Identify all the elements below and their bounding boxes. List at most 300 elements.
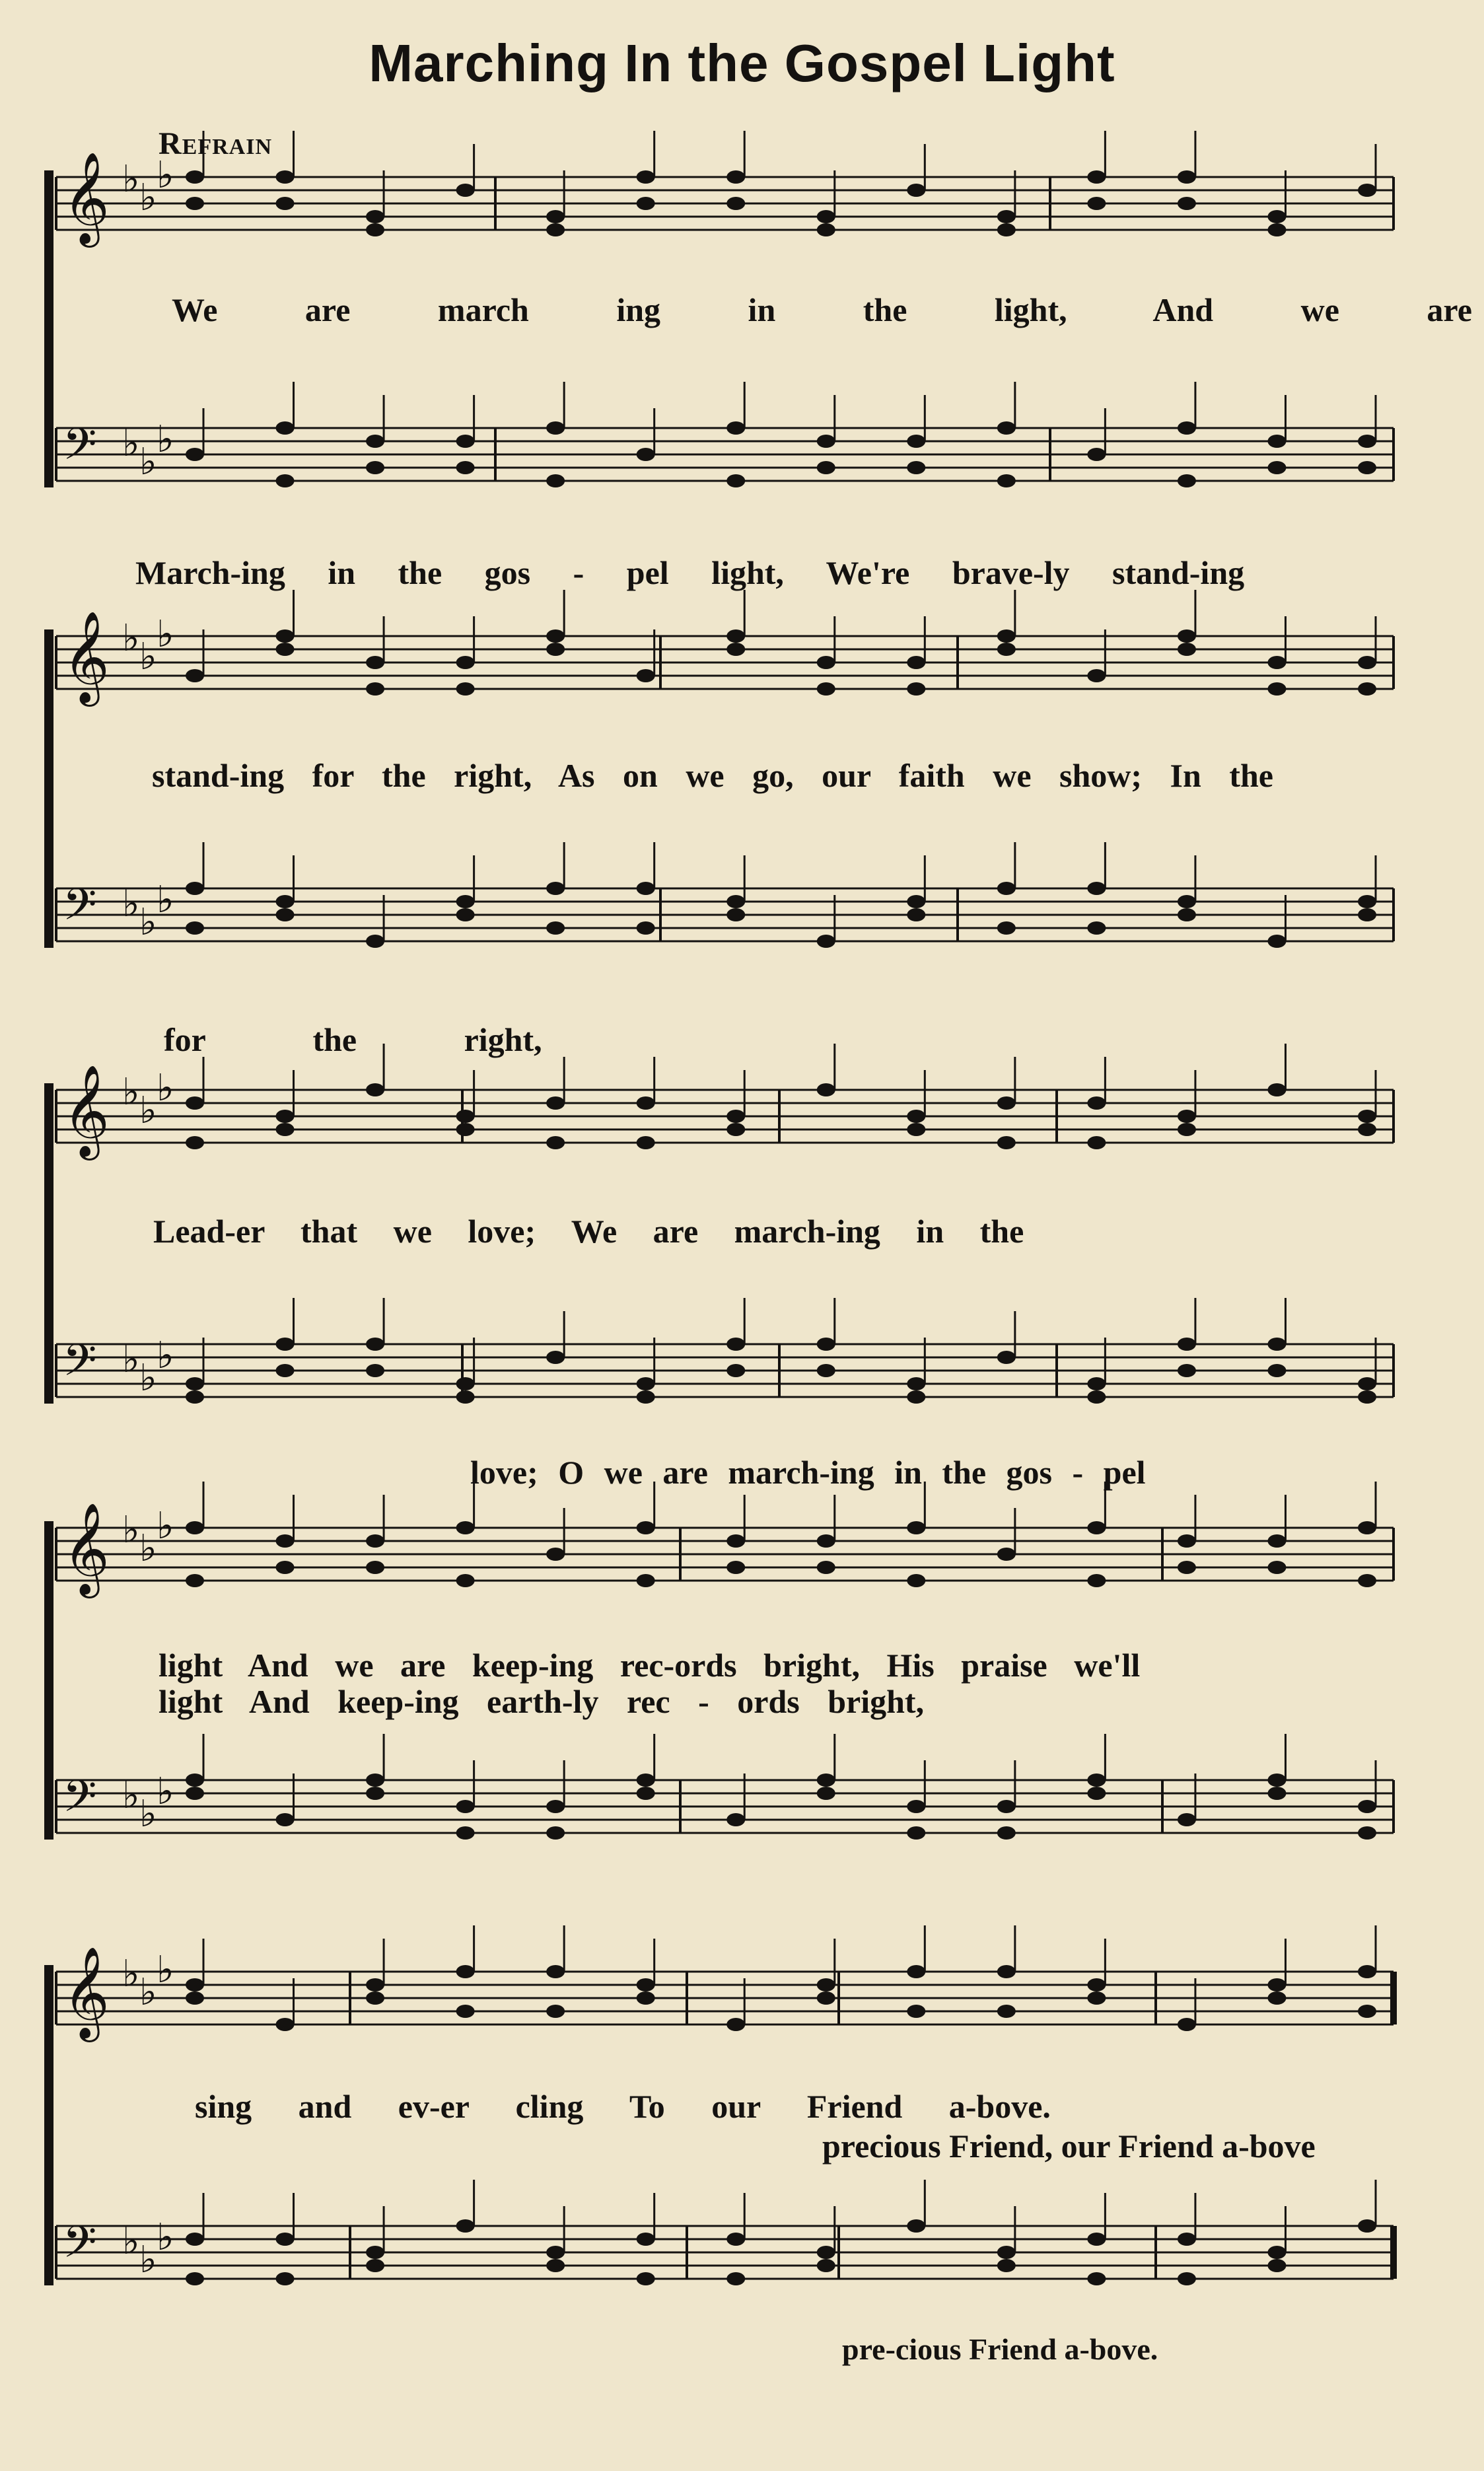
note-head <box>1358 1390 1376 1404</box>
note-head <box>1087 1521 1106 1534</box>
note-head <box>186 1978 204 1991</box>
flat-icon: ♭ <box>157 878 174 921</box>
note-head <box>546 1965 565 1978</box>
note-head <box>456 435 475 448</box>
note-head <box>1358 2005 1376 2018</box>
note-head <box>546 921 565 935</box>
note-head <box>907 1826 925 1840</box>
note-head <box>726 170 745 184</box>
note-head <box>1087 921 1106 935</box>
note-head <box>366 435 384 448</box>
flat-icon: ♭ <box>157 1770 174 1813</box>
note-head <box>1087 1377 1106 1390</box>
note-head <box>186 1136 204 1149</box>
note-head <box>276 895 295 908</box>
flat-icon: ♭ <box>157 613 174 656</box>
refrain-label: Refrain <box>159 126 273 161</box>
note-head <box>1178 908 1196 921</box>
note-head <box>997 1800 1016 1813</box>
note-head <box>907 1110 925 1123</box>
flat-icon: ♭ <box>157 1949 174 1991</box>
note-head <box>1087 1096 1106 1110</box>
note-head <box>637 1574 655 1587</box>
note-head <box>186 197 204 210</box>
note-head <box>637 1096 655 1110</box>
note-head <box>637 882 655 895</box>
note-head <box>1267 682 1286 696</box>
note-head <box>186 1773 204 1787</box>
note-head <box>366 210 384 223</box>
note-head <box>907 895 925 908</box>
note-head <box>1358 1123 1376 1136</box>
note-head <box>276 1561 295 1574</box>
note-head <box>456 1965 475 1978</box>
note-head <box>1267 1773 1286 1787</box>
note-head <box>366 2259 384 2272</box>
note-head <box>817 1338 835 1351</box>
flat-icon: ♭ <box>139 1527 157 1570</box>
note-head <box>276 1813 295 1826</box>
note-head <box>637 1521 655 1534</box>
note-head <box>1267 935 1286 948</box>
flat-icon: ♭ <box>157 154 174 197</box>
note-head <box>456 1521 475 1534</box>
note-head <box>726 474 745 487</box>
note-head <box>1267 1534 1286 1548</box>
note-head <box>276 1534 295 1548</box>
bass-clef-icon: 𝄢 <box>63 1335 97 1396</box>
note-head <box>366 1083 384 1096</box>
flat-icon: ♭ <box>122 1774 140 1817</box>
note-head <box>276 1110 295 1123</box>
note-head <box>456 1110 475 1123</box>
treble-clef-icon: 𝄞 <box>63 152 110 244</box>
flat-icon: ♭ <box>139 176 157 219</box>
note-head <box>997 2259 1016 2272</box>
note-head <box>726 1123 745 1136</box>
note-head <box>456 2005 475 2018</box>
note-head <box>637 1978 655 1991</box>
note-head <box>817 682 835 696</box>
note-head <box>1087 1773 1106 1787</box>
note-head <box>1358 461 1376 474</box>
note-head <box>997 1548 1016 1561</box>
bass-clef-icon: 𝄢 <box>63 1771 97 1832</box>
note-head <box>637 1787 655 1800</box>
note-head <box>637 448 655 461</box>
note-head <box>907 435 925 448</box>
lyric-line-2: March-ing in the gos - pel light, We're brave-ly stand-ing <box>135 554 1245 591</box>
note-head <box>907 1574 925 1587</box>
flat-icon: ♭ <box>139 635 157 678</box>
note-head <box>366 1978 384 1991</box>
note-head <box>546 1096 565 1110</box>
note-head <box>817 210 835 223</box>
note-head <box>997 1136 1016 1149</box>
note-head <box>726 1561 745 1574</box>
lyric-line-8: light And keep-ing earth-ly rec - ords bright, <box>159 1683 925 1720</box>
note-head <box>366 1787 384 1800</box>
note-head <box>726 2272 745 2285</box>
note-head <box>366 935 384 948</box>
note-head <box>907 184 925 197</box>
note-head <box>726 895 745 908</box>
note-head <box>997 474 1016 487</box>
flat-icon: ♭ <box>122 2220 140 2263</box>
note-head <box>1267 656 1286 669</box>
note-head <box>817 935 835 948</box>
system-bracket <box>44 1521 53 1840</box>
note-head <box>1178 474 1196 487</box>
note-head <box>456 184 475 197</box>
lyric-line-11: pre-cious Friend a-bove. <box>842 2332 1158 2366</box>
flat-icon: ♭ <box>122 422 140 465</box>
lyric-line-7: light And we are keep-ing rec-ords bright, His praise we'll <box>159 1647 1141 1684</box>
note-head <box>366 682 384 696</box>
note-head <box>637 1390 655 1404</box>
note-head <box>186 2233 204 2246</box>
note-head <box>186 1390 204 1404</box>
note-head <box>726 421 745 435</box>
note-head <box>1178 1813 1196 1826</box>
note-head <box>276 474 295 487</box>
note-head <box>276 2233 295 2246</box>
lyric-line-3: stand-ing for the right, As on we go, our faith we show; In the <box>152 757 1273 794</box>
note-head <box>186 2272 204 2285</box>
note-head <box>637 2233 655 2246</box>
note-head <box>637 669 655 682</box>
note-head <box>1358 1521 1376 1534</box>
note-head <box>456 682 475 696</box>
note-head <box>186 882 204 895</box>
note-head <box>726 1364 745 1377</box>
flat-icon: ♭ <box>122 1509 140 1552</box>
note-head <box>366 1364 384 1377</box>
note-head <box>726 1338 745 1351</box>
note-head <box>276 170 295 184</box>
note-head <box>907 1965 925 1978</box>
lyric-line-1: We are march ing in the light, And we are <box>172 291 1472 328</box>
note-head <box>997 1826 1016 1840</box>
note-head <box>366 1534 384 1548</box>
note-head <box>1178 1123 1196 1136</box>
note-head <box>817 223 835 236</box>
note-head <box>186 921 204 935</box>
note-head <box>1087 197 1106 210</box>
note-head <box>1358 682 1376 696</box>
note-head <box>1178 170 1196 184</box>
note-head <box>907 908 925 921</box>
note-head <box>907 1521 925 1534</box>
note-head <box>1087 448 1106 461</box>
bass-clef-icon: 𝄢 <box>63 879 97 941</box>
note-head <box>637 2272 655 2285</box>
note-head <box>546 474 565 487</box>
flat-icon: ♭ <box>157 2216 174 2259</box>
note-head <box>817 1773 835 1787</box>
flat-icon: ♭ <box>157 418 174 461</box>
note-head <box>637 1991 655 2005</box>
note-head <box>366 223 384 236</box>
note-head <box>366 656 384 669</box>
note-head <box>726 2018 745 2031</box>
note-head <box>546 1351 565 1364</box>
note-head <box>1267 2259 1286 2272</box>
lyric-line-10: precious Friend, our Friend a-bove <box>822 2128 1316 2165</box>
flat-icon: ♭ <box>139 1793 157 1836</box>
note-head <box>1267 461 1286 474</box>
note-head <box>1267 1561 1286 1574</box>
note-head <box>637 1136 655 1149</box>
note-head <box>1178 643 1196 656</box>
note-head <box>817 656 835 669</box>
note-head <box>817 1991 835 2005</box>
note-head <box>276 908 295 921</box>
note-head <box>186 448 204 461</box>
note-head <box>456 1826 475 1840</box>
note-head <box>907 1377 925 1390</box>
note-head <box>817 1787 835 1800</box>
note-head <box>456 1574 475 1587</box>
note-head <box>997 629 1016 643</box>
note-head <box>276 2272 295 2285</box>
note-head <box>817 2246 835 2259</box>
note-head <box>366 1773 384 1787</box>
note-head <box>726 908 745 921</box>
note-head <box>1087 1574 1106 1587</box>
lyric-line-6: love; O we are march-ing in the gos - pel <box>470 1454 1146 1491</box>
flat-icon: ♭ <box>157 1334 174 1377</box>
note-head <box>1178 197 1196 210</box>
note-head <box>1267 1364 1286 1377</box>
note-head <box>1178 2233 1196 2246</box>
flat-icon: ♭ <box>139 1971 157 2014</box>
note-head <box>637 1773 655 1787</box>
note-head <box>1178 1110 1196 1123</box>
flat-icon: ♭ <box>122 158 140 201</box>
note-head <box>276 643 295 656</box>
note-head <box>997 1096 1016 1110</box>
note-head <box>1358 1574 1376 1587</box>
note-head <box>1178 1534 1196 1548</box>
note-head <box>637 1377 655 1390</box>
note-head <box>1087 1991 1106 2005</box>
note-head <box>276 629 295 643</box>
note-head <box>276 197 295 210</box>
lyric-line-9: sing and ev-er cling To our Friend a-bove. <box>195 2088 1051 2125</box>
flat-icon: ♭ <box>122 1071 140 1114</box>
lyric-line-4: for the right, <box>164 1021 542 1058</box>
note-head <box>1087 170 1106 184</box>
note-head <box>186 1574 204 1587</box>
treble-clef-icon: 𝄞 <box>63 1065 110 1157</box>
note-head <box>546 882 565 895</box>
note-head <box>726 1534 745 1548</box>
note-head <box>456 656 475 669</box>
note-head <box>1267 223 1286 236</box>
note-head <box>1267 1978 1286 1991</box>
note-head <box>1358 895 1376 908</box>
note-head <box>1358 1965 1376 1978</box>
note-head <box>997 643 1016 656</box>
note-head <box>817 1978 835 1991</box>
note-head <box>907 2005 925 2018</box>
note-head <box>907 461 925 474</box>
note-head <box>726 2233 745 2246</box>
note-head <box>186 170 204 184</box>
flat-icon: ♭ <box>122 882 140 925</box>
note-head <box>1267 2246 1286 2259</box>
system-bracket <box>44 1083 53 1404</box>
note-head <box>186 669 204 682</box>
note-head <box>1087 1787 1106 1800</box>
flat-icon: ♭ <box>139 1089 157 1132</box>
note-head <box>726 1110 745 1123</box>
note-head <box>907 2219 925 2233</box>
note-head <box>1358 1110 1376 1123</box>
note-head <box>186 1787 204 1800</box>
bass-clef-icon: 𝄢 <box>63 2217 97 2278</box>
note-head <box>546 1800 565 1813</box>
note-head <box>907 1390 925 1404</box>
note-head <box>817 435 835 448</box>
note-head <box>817 1534 835 1548</box>
note-head <box>456 1800 475 1813</box>
note-head <box>997 2246 1016 2259</box>
note-head <box>546 629 565 643</box>
note-head <box>637 197 655 210</box>
note-head <box>186 1096 204 1110</box>
note-head <box>276 2018 295 2031</box>
note-head <box>1178 2018 1196 2031</box>
note-head <box>1178 895 1196 908</box>
note-head <box>186 1521 204 1534</box>
note-head <box>276 1364 295 1377</box>
note-head <box>817 2259 835 2272</box>
note-head <box>997 223 1016 236</box>
note-head <box>726 643 745 656</box>
note-head <box>997 882 1016 895</box>
note-head <box>1087 2233 1106 2246</box>
note-head <box>546 2246 565 2259</box>
note-head <box>997 921 1016 935</box>
note-head <box>637 921 655 935</box>
bass-clef-icon: 𝄢 <box>63 419 97 480</box>
note-head <box>1358 1826 1376 1840</box>
flat-icon: ♭ <box>157 1067 174 1110</box>
note-head <box>276 1123 295 1136</box>
note-head <box>1358 1377 1376 1390</box>
note-head <box>726 197 745 210</box>
note-head <box>1358 2219 1376 2233</box>
note-head <box>1087 2272 1106 2285</box>
flat-icon: ♭ <box>139 2238 157 2281</box>
note-head <box>456 461 475 474</box>
note-head <box>817 1561 835 1574</box>
treble-clef-icon: 𝄞 <box>63 1947 110 2038</box>
note-head <box>546 421 565 435</box>
note-head <box>1358 1800 1376 1813</box>
note-head <box>1267 1338 1286 1351</box>
note-head <box>1087 1978 1106 1991</box>
note-head <box>1178 1561 1196 1574</box>
note-head <box>726 629 745 643</box>
note-head <box>546 2259 565 2272</box>
note-head <box>456 895 475 908</box>
note-head <box>1267 1083 1286 1096</box>
note-head <box>907 1800 925 1813</box>
note-head <box>907 1123 925 1136</box>
note-head <box>1267 435 1286 448</box>
note-head <box>1087 669 1106 682</box>
note-head <box>907 682 925 696</box>
note-head <box>726 1813 745 1826</box>
note-head <box>546 643 565 656</box>
note-head <box>817 461 835 474</box>
note-head <box>1178 421 1196 435</box>
note-head <box>817 1364 835 1377</box>
note-head <box>1267 210 1286 223</box>
note-head <box>997 1351 1016 1364</box>
note-head <box>1178 1338 1196 1351</box>
note-head <box>366 1991 384 2005</box>
note-head <box>546 2005 565 2018</box>
system-bracket <box>44 170 53 487</box>
note-head <box>1358 184 1376 197</box>
note-head <box>366 461 384 474</box>
page-title: Marching In the Gospel Light <box>369 34 1115 92</box>
treble-clef-icon: 𝄞 <box>63 611 110 703</box>
note-head <box>907 656 925 669</box>
note-head <box>456 1390 475 1404</box>
note-head <box>997 421 1016 435</box>
note-head <box>186 1377 204 1390</box>
note-head <box>366 1338 384 1351</box>
flat-icon: ♭ <box>122 617 140 660</box>
note-head <box>546 223 565 236</box>
note-head <box>817 1083 835 1096</box>
note-head <box>186 1991 204 2005</box>
note-head <box>1178 1364 1196 1377</box>
note-head <box>276 1338 295 1351</box>
note-head <box>1358 656 1376 669</box>
note-head <box>997 210 1016 223</box>
flat-icon: ♭ <box>122 1952 140 1995</box>
note-head <box>546 210 565 223</box>
note-head <box>637 170 655 184</box>
flat-icon: ♭ <box>157 1505 174 1548</box>
note-head <box>456 1377 475 1390</box>
note-head <box>1358 435 1376 448</box>
note-head <box>1178 629 1196 643</box>
note-head <box>1267 1787 1286 1800</box>
flat-icon: ♭ <box>139 1357 157 1400</box>
note-head <box>1267 1991 1286 2005</box>
note-head <box>366 2246 384 2259</box>
note-head <box>1087 1390 1106 1404</box>
note-head <box>997 1965 1016 1978</box>
note-head <box>546 1826 565 1840</box>
note-head <box>456 908 475 921</box>
note-head <box>456 2219 475 2233</box>
flat-icon: ♭ <box>139 901 157 944</box>
system-bracket <box>44 1965 53 2285</box>
note-head <box>276 421 295 435</box>
note-head <box>546 1548 565 1561</box>
system-bracket <box>44 629 53 948</box>
treble-clef-icon: 𝄞 <box>63 1503 110 1594</box>
note-head <box>1178 2272 1196 2285</box>
